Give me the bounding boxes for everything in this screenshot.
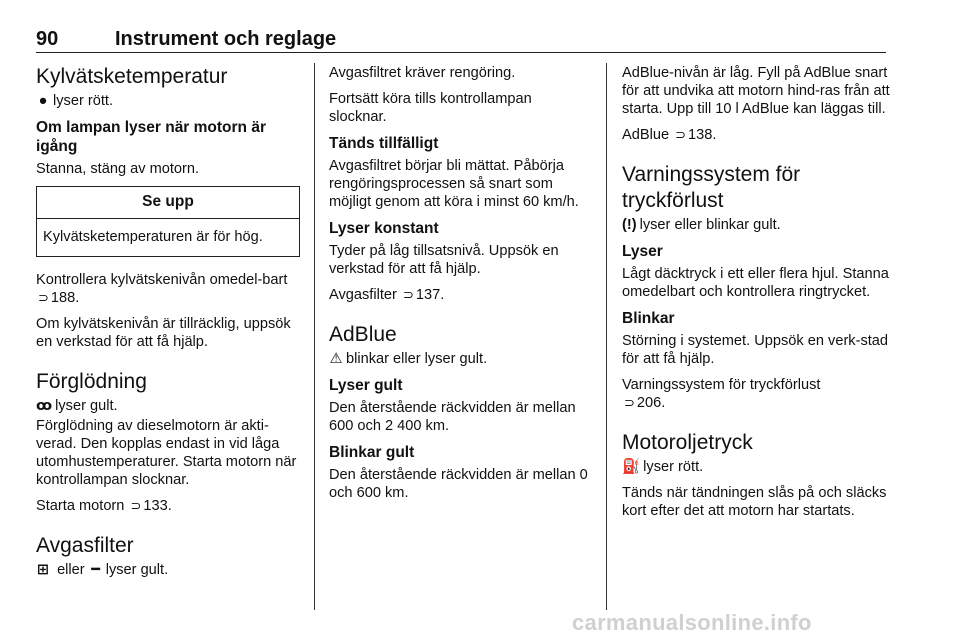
tyre-pressure-icon: (!) (622, 217, 637, 233)
text-lyser: Lågt däcktryck i ett eller flera hjul. Stanna omedelbart och kontrollera ringtrycket. (622, 266, 889, 300)
text-adblue-lag: AdBlue-nivån är låg. Fyll på AdBlue snart för att undvika att motorn hind-ras från att starta. Upp till 10 l AdBlue kan läggas till. (622, 65, 890, 117)
heading-kylvatsketemperatur: Kylvätsketemperatur (36, 65, 228, 88)
exhaust-pipe-icon: ━ (91, 562, 101, 578)
page-ref-link[interactable]: 138. (688, 127, 717, 143)
kylv-indicator-line: ● lyser rött. (36, 92, 300, 110)
text-starta-motorn: Starta motorn ⊃ 133. (36, 498, 172, 514)
text-avgasfilter-ref: Avgasfilter ⊃ 137. (329, 287, 445, 303)
text-stanna: Stanna, stäng av motorn. (36, 161, 200, 177)
adblue-indicator-line: ⚠ blinkar eller lyser gult. (329, 351, 488, 367)
column-left (36, 64, 300, 587)
glow-plug-icon: ꝏ (36, 398, 53, 414)
heading-lyser: Lyser (622, 243, 663, 260)
heading-blinkar: Blinkar (622, 310, 675, 327)
heading-forglodning: Förglödning (36, 370, 147, 393)
page-ref-link[interactable]: 137. (415, 287, 445, 303)
heading-motoroljetryck: Motoroljetryck (622, 431, 753, 454)
olja-indicator-line: ⛽ lyser rött. (622, 459, 704, 475)
text-fortsatt-kora: Fortsätt köra tills kontrollampan slocknar. (329, 91, 532, 125)
page-title: Instrument och reglage (115, 28, 337, 50)
heading-lyser-konstant: Lyser konstant (329, 220, 439, 237)
text-lyser-gult: Den återstående räckvidden är mellan 600 och 2 400 km. (329, 400, 576, 434)
text-kontrollera: Kontrollera kylvätskenivån omedel-bart ⊃ 188. (36, 272, 288, 306)
heading-blinkar-gult: Blinkar gult (329, 444, 415, 461)
caution-heading: Se upp (37, 187, 299, 219)
text-lyser-konstant: Tyder på låg tillsatsnivå. Uppsök en verkstad för att få hjälp. (329, 243, 559, 277)
text-varningssystem-ref: Varningssystem för tryckförlust ⊃ 206. (622, 377, 821, 411)
oil-can-icon: ⛽ (622, 459, 641, 475)
page-ref-arrow-icon: ⊃ (675, 127, 687, 142)
particle-filter-icon: ⊞ (36, 562, 50, 578)
page-ref-arrow-icon: ⊃ (38, 290, 49, 305)
heading-lyser-gult: Lyser gult (329, 377, 403, 394)
page-ref-arrow-icon: ⊃ (624, 395, 635, 410)
text-tands-tillfalligt: Avgasfiltret börjar bli mättat. Påbörja rengöringsprocessen så snart som möjligt genom att köra i minst 60 km/h. (329, 158, 579, 210)
column-divider (314, 63, 315, 610)
heading-tands-tillfalligt: Tänds tillfälligt (329, 135, 439, 152)
text-blinkar: Störning i systemet. Uppsök en verk-stad för att få hjälp. (622, 333, 889, 367)
coolant-light-icon: ● (38, 93, 48, 109)
text-adblue-ref: AdBlue ⊃ 138. (622, 127, 717, 143)
forglod-indicator-line: ꝏ lyser gult. (36, 398, 118, 414)
heading-adblue: AdBlue (329, 323, 397, 346)
column-middle (329, 64, 591, 510)
page-ref-arrow-icon: ⊃ (130, 498, 142, 513)
text-avgasfiltret-kraver: Avgasfiltret kräver rengöring. (329, 65, 516, 81)
column-divider (606, 63, 607, 610)
varning-indicator-line: (!) lyser eller blinkar gult. (622, 217, 781, 233)
page-ref-link[interactable]: 188. (50, 290, 80, 306)
text-motoroljetryck: Tänds när tändningen slås på och släcks kort efter det att motorn har startats. (622, 485, 887, 519)
text-forglodning: Förglödning av dieselmotorn är akti-verad. Den kopplas endast in vid låga utomhustemperaturer. Starta motorn när kontrollampan slocknar. (36, 418, 297, 488)
heading-avgasfilter: Avgasfilter (36, 534, 134, 557)
page-ref-link[interactable]: 206. (636, 395, 666, 411)
heading-om-lampan: Om lampan lyser när motorn är igång (36, 119, 266, 155)
text-om-kylvatskenivan: Om kylvätskenivån är tillräcklig, uppsök en verkstad för att få hjälp. (36, 316, 291, 350)
page-header (36, 26, 886, 53)
caution-text: Kylvätsketemperaturen är för hög. (43, 229, 263, 245)
page-number: 90 (36, 28, 59, 50)
column-right (622, 64, 890, 528)
text-blinkar-gult: Den återstående räckvidden är mellan 0 och 600 km. (329, 467, 588, 501)
avgas-indicator-line: ⊞ eller ━ lyser gult. (36, 562, 169, 578)
page-ref-arrow-icon: ⊃ (402, 287, 414, 302)
adblue-warning-icon: ⚠ (329, 351, 343, 367)
watermark: carmanualsonline.info (572, 610, 812, 635)
caution-box (36, 186, 300, 257)
page-ref-link[interactable]: 133. (143, 498, 172, 514)
heading-varningssystem: Varningssystem för tryckförlust (622, 163, 801, 212)
